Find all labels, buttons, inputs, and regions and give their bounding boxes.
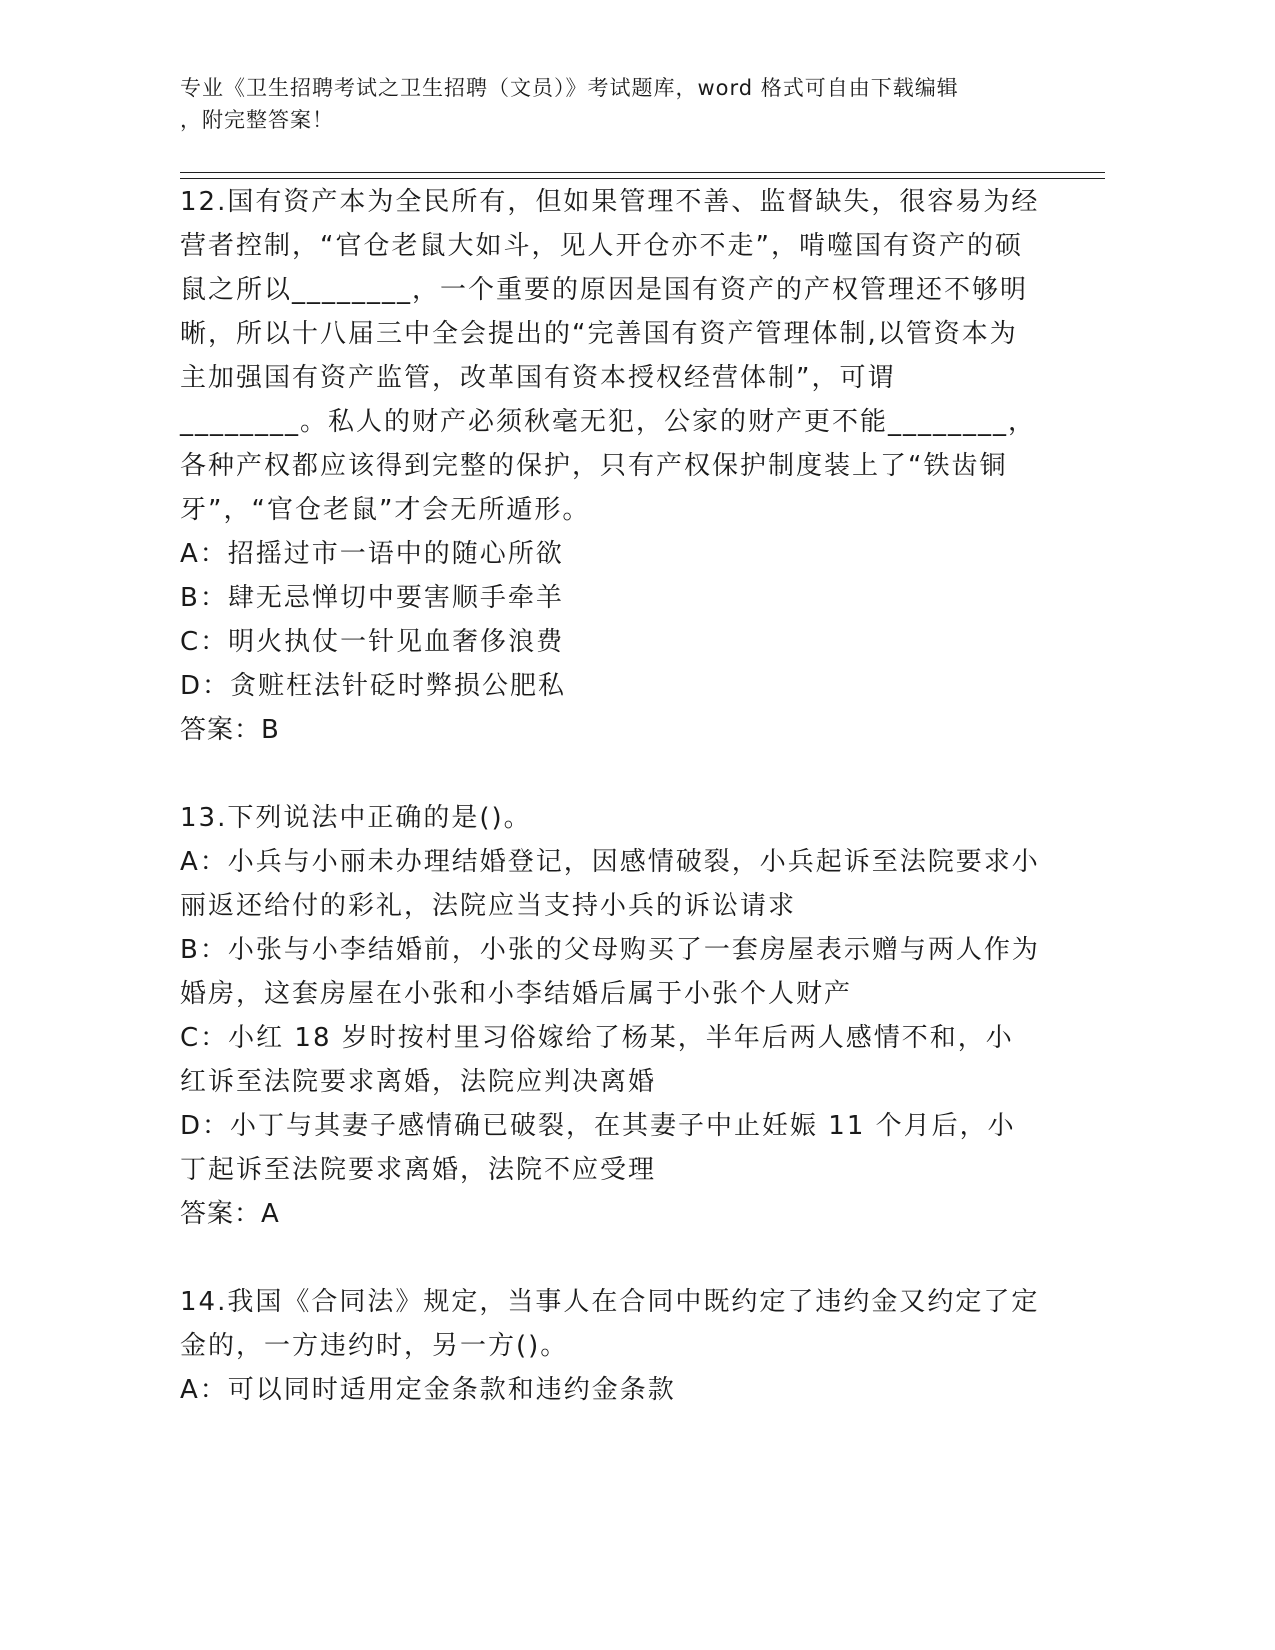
header-line-1: 专业《卫生招聘考试之卫生招聘（文员）》考试题库，word 格式可自由下载编辑 xyxy=(180,76,959,100)
header-line-2: ，附完整答案！ xyxy=(180,108,334,132)
document-header xyxy=(180,72,1040,136)
option-b: B：小张与小李结婚前，小张的父母购买了一套房屋表示赠与两人作为婚房，这套房屋在小张和小李结婚后属于小张个人财产 xyxy=(180,935,1040,1009)
option-c: C：小红 18 岁时按村里习俗嫁给了杨某，半年后两人感情不和，小红诉至法院要求离婚，法院应判决离婚 xyxy=(180,1023,1014,1097)
question-stem: 12.国有资产本为全民所有，但如果管理不善、监督缺失，很容易为经营者控制，“官仓老鼠大如斗，见人开仓亦不走”，啃噬国有资产的硕鼠之所以________，一个重要的原因是国有资产的产权管理还不够明晰，所以十八届三中全会提出的“完善国有资产管理体制,以管资本为主加强国有资产监管，改革国有资本授权经营体制”，可谓________。私人的财产必须秋毫无犯，公家的财产更不能________，各种产权都应该得到完整的保护，只有产权保护制度装上了“铁齿铜牙”，“官仓老鼠”才会无所遁形。 xyxy=(180,187,1040,525)
question-14 xyxy=(180,1280,1040,1412)
answer: 答案：A xyxy=(180,1199,280,1229)
question-stem: 13.下列说法中正确的是()。 xyxy=(180,803,532,833)
answer: 答案：B xyxy=(180,715,280,745)
option-a: A：可以同时适用定金条款和违约金条款 xyxy=(180,1375,676,1405)
question-13 xyxy=(180,796,1040,1236)
option-c: C：明火执仗一针见血奢侈浪费 xyxy=(180,627,565,657)
option-a: A：招摇过市一语中的随心所欲 xyxy=(180,539,564,569)
option-d: D：贪赃枉法针砭时弊损公肥私 xyxy=(180,671,567,701)
header-rule-top xyxy=(180,172,1105,173)
question-12 xyxy=(180,180,1040,752)
option-b: B：肆无忌惮切中要害顺手牵羊 xyxy=(180,583,564,613)
option-a: A：小兵与小丽未办理结婚登记，因感情破裂，小兵起诉至法院要求小丽返还给付的彩礼，法院应当支持小兵的诉讼请求 xyxy=(180,847,1040,921)
question-stem: 14.我国《合同法》规定，当事人在合同中既约定了违约金又约定了定金的，一方违约时，另一方()。 xyxy=(180,1287,1040,1361)
question-list xyxy=(180,180,1040,1456)
header-rule-bottom xyxy=(180,178,1105,179)
option-d: D：小丁与其妻子感情确已破裂，在其妻子中止妊娠 11 个月后，小丁起诉至法院要求离婚，法院不应受理 xyxy=(180,1111,1016,1185)
